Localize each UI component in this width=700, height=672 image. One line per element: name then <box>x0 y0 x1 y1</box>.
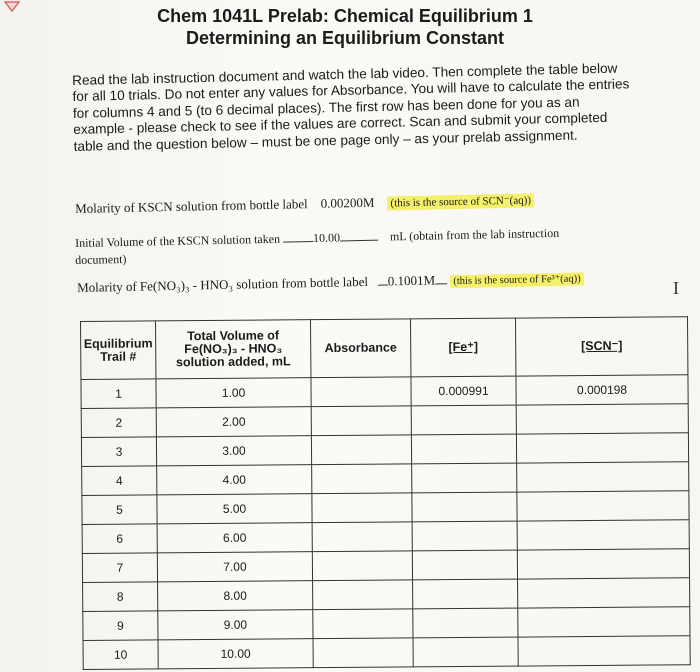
fe-cell[interactable] <box>412 521 517 551</box>
absorbance-cell[interactable] <box>313 638 413 668</box>
table-row <box>82 462 689 496</box>
table-row <box>82 491 689 525</box>
trial-cell: 8 <box>83 582 158 612</box>
scn-cell[interactable] <box>516 404 688 434</box>
fe-cell[interactable]: 0.000991 <box>411 376 516 406</box>
scn-cell[interactable] <box>516 433 688 463</box>
table-row <box>81 433 688 467</box>
scn-cell[interactable] <box>518 636 690 666</box>
header-fe: [Fe⁺] <box>410 318 515 377</box>
kscn-molarity-value: 0.00200M <box>320 194 375 211</box>
instructions-paragraph: Read the lab instruction document and watch the lab video. Then complete the table below for all 10 trials. Do not enter any values for Absorbance. You will have to calculate the entries for columns 4 and 5 (to 6 decimal places). The first row has been done for you as an example - please check to see if the values are correct. Scan and submit your completed table and the question below – must be one page only – as your prelab assignment. <box>72 60 630 154</box>
scn-cell[interactable]: 0.000198 <box>516 375 688 405</box>
trial-cell: 10 <box>83 640 158 670</box>
fe-source-note: (this is the source of Fe³⁺(aq)) <box>450 272 584 288</box>
scn-cell[interactable] <box>517 520 689 550</box>
absorbance-cell[interactable] <box>312 522 412 552</box>
fe-cell[interactable] <box>411 434 516 464</box>
header-volume: Total Volume of Fe(NO₃)₃ - HNO₃ solution added, mL <box>156 320 311 379</box>
fe-cell[interactable] <box>412 550 517 580</box>
kscn-volume-label: Initial Volume of the KSCN solution taken <box>75 231 281 250</box>
page-subtitle: Determining an Equilibrium Constant <box>185 28 504 48</box>
scn-cell[interactable] <box>517 549 689 579</box>
kscn-molarity-line <box>75 191 534 217</box>
volume-cell: 10.00 <box>158 639 313 669</box>
kscn-volume-continuation: document) <box>75 251 127 267</box>
table-row <box>83 578 690 612</box>
fe-cell[interactable] <box>411 405 516 435</box>
scn-cell[interactable] <box>517 491 689 521</box>
kscn-volume-value: 10.00 <box>312 230 341 246</box>
table-row <box>82 520 689 554</box>
kscn-molarity-label: Molarity of KSCN solution from bottle label <box>75 196 308 216</box>
kscn-source-note: (this is the source of SCN⁻(aq)) <box>387 193 534 210</box>
volume-cell: 8.00 <box>158 581 313 611</box>
fe-molarity-label: Molarity of Fe(NO₃)₃ - HNO₃ solution from bottle label <box>77 273 369 295</box>
fe-molarity-line <box>77 269 584 296</box>
trials-table <box>80 316 691 670</box>
volume-cell: 1.00 <box>156 378 311 408</box>
volume-cell: 2.00 <box>156 407 311 437</box>
table-body <box>81 375 690 670</box>
absorbance-cell[interactable] <box>311 435 411 465</box>
header-absorbance: Absorbance <box>310 319 410 378</box>
trial-cell: 9 <box>83 611 158 641</box>
trial-cell: 4 <box>82 466 157 496</box>
fe-cell[interactable] <box>412 463 517 493</box>
trial-cell: 6 <box>82 524 157 554</box>
absorbance-cell[interactable] <box>312 551 412 581</box>
trial-cell: 1 <box>81 379 156 409</box>
trial-cell: 2 <box>81 408 156 438</box>
page-title: Chem 1041L Prelab: Chemical Equilibrium 1 <box>157 6 533 26</box>
trial-cell: 5 <box>82 495 157 525</box>
volume-cell: 3.00 <box>156 436 311 466</box>
kscn-volume-line <box>75 226 559 251</box>
table-row <box>82 549 689 583</box>
scn-cell[interactable] <box>518 607 690 637</box>
scn-cell[interactable] <box>517 462 689 492</box>
volume-cell: 9.00 <box>158 610 313 640</box>
scn-cell[interactable] <box>518 578 690 608</box>
table-row <box>83 607 690 641</box>
text-cursor-icon: I <box>673 278 679 298</box>
absorbance-cell[interactable] <box>313 580 413 610</box>
header-trial: Equilibrium Trail # <box>81 321 156 380</box>
absorbance-cell[interactable] <box>311 377 411 407</box>
volume-cell: 5.00 <box>157 494 312 524</box>
fe-molarity-value: 0.1001M <box>387 272 436 289</box>
volume-cell: 4.00 <box>157 465 312 495</box>
fe-cell[interactable] <box>413 608 518 638</box>
absorbance-cell[interactable] <box>311 406 411 436</box>
fe-cell[interactable] <box>413 637 518 667</box>
absorbance-cell[interactable] <box>312 493 412 523</box>
table-row <box>83 636 690 670</box>
table-header-row <box>81 317 688 380</box>
absorbance-cell[interactable] <box>313 609 413 639</box>
table-row <box>81 375 688 409</box>
kscn-volume-unit: mL (obtain from the lab instruction <box>389 225 560 244</box>
trial-cell: 3 <box>81 437 156 467</box>
fe-cell[interactable] <box>412 492 517 522</box>
volume-cell: 6.00 <box>157 523 312 553</box>
fe-cell[interactable] <box>413 579 518 609</box>
table-row <box>81 404 688 438</box>
trial-cell: 7 <box>82 553 157 583</box>
header-scn: [SCN⁻] <box>515 317 687 376</box>
absorbance-cell[interactable] <box>312 464 412 494</box>
volume-cell: 7.00 <box>157 552 312 582</box>
